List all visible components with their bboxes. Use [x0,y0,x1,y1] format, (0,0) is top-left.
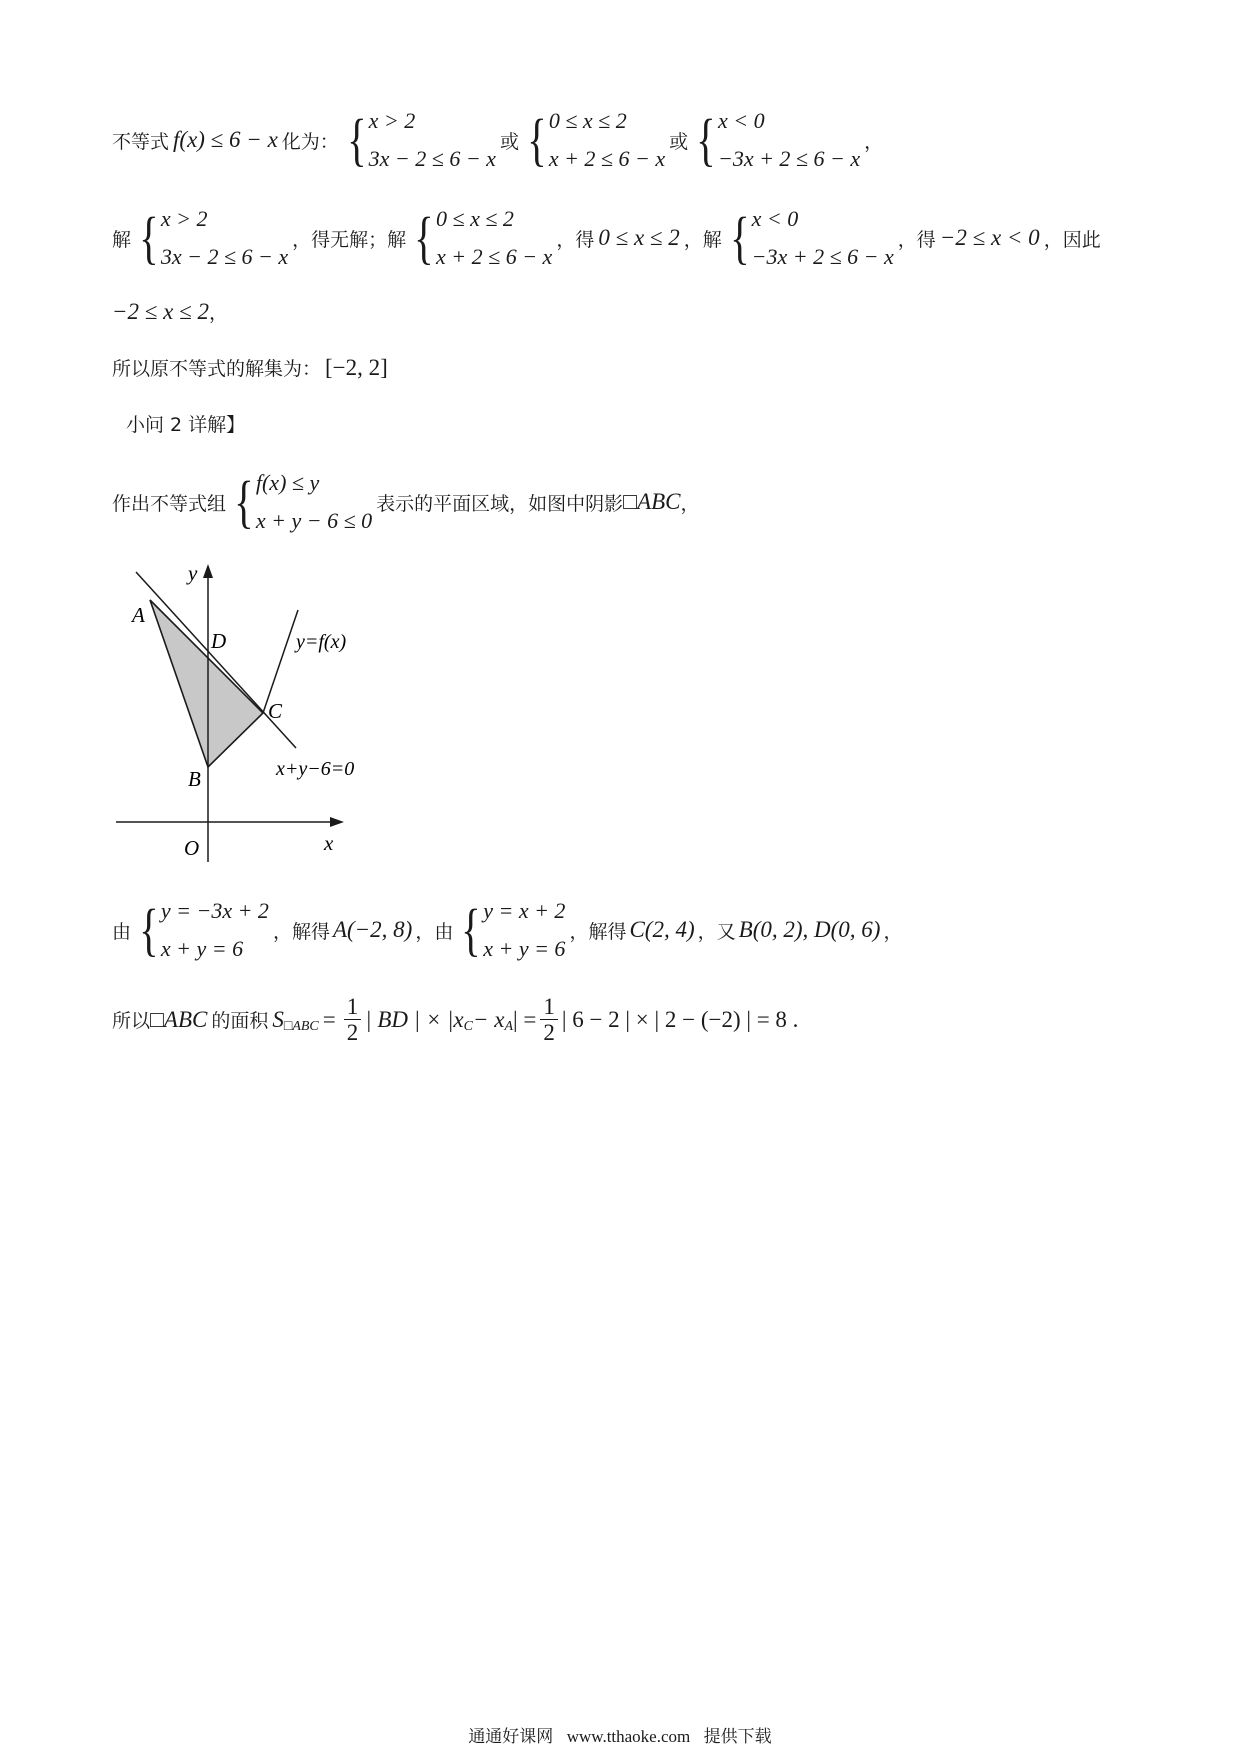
math: A(−2, 8) [332,917,413,942]
line-region-intro [112,470,700,534]
equation-system: { y = x + 2 x + y = 6 [461,897,566,962]
system-row: x > 2 [160,206,208,231]
math: B(0, 2), D(0, 6) [738,917,881,942]
equation-system: { x < 0 −3x + 2 ≤ 6 − x [729,205,894,270]
line-solve-cases [112,206,1101,270]
text: 作出不等式组 [112,492,227,515]
text: 的面积 [211,1010,269,1032]
math: −2 ≤ x ≤ 2 [112,298,209,324]
math: | 6 − 2 | × | 2 − (−2) | = 8 . [561,1006,799,1032]
text: 或 [669,130,689,153]
equation-system: { x > 2 3x − 2 ≤ 6 − x [346,107,496,172]
page-footer [0,1722,1240,1747]
math: −2 ≤ x < 0 [939,225,1040,250]
footer-tail: 提供下载 [703,1727,772,1747]
system-row: x + y − 6 ≤ 0 [255,508,373,533]
text: ， [680,492,700,515]
fraction-denominator: 2 [543,1020,555,1045]
system-row: y = −3x + 2 [160,898,269,923]
system-row: x + y = 6 [160,936,244,961]
system-row: 3x − 2 ≤ 6 − x [368,146,496,171]
footer-url[interactable]: www.tthaoke.com [566,1727,691,1746]
subscript: C [463,1018,473,1034]
line-label: x+y−6=0 [276,758,355,780]
system-row: 0 ≤ x ≤ 2 [548,108,627,133]
system-row: x + 2 ≤ 6 − x [436,244,553,269]
curve-label: y=f(x) [296,631,347,653]
system-row: y = x + 2 [483,898,566,923]
text: ，解得 [569,920,627,943]
section-title [126,410,245,437]
text: 所以 [112,1010,151,1032]
text: ，又 [697,920,736,943]
area-subscript: □ABC [283,1018,319,1034]
fraction-denominator: 2 [346,1020,359,1045]
text: ，得 [897,228,936,251]
fraction-numerator: 1 [540,994,558,1020]
text: ，得 [556,228,595,251]
shaded-triangle-abc [150,600,263,767]
line-solution-set [112,354,388,381]
line-solve-vertices [112,898,902,962]
text: ，解 [683,228,722,251]
text: 或 [499,130,519,153]
math: = [322,1006,336,1032]
equation-system: { x < 0 −3x + 2 ≤ 6 − x [696,107,861,172]
system-row: x > 2 [368,108,416,133]
label-x: x [324,831,334,855]
math: 0 ≤ x ≤ 2 [598,225,680,250]
text: ，得无解；解 [292,228,407,251]
area-symbol: S [272,1006,284,1032]
system-row: x < 0 [717,108,765,133]
footer-site: 通通好课网 [468,1727,554,1747]
system-row: −3x + 2 ≤ 6 − x [751,244,894,269]
equation-system: { 0 ≤ x ≤ 2 x + 2 ≤ 6 − x [414,205,553,270]
curve-y-eq-fx [263,610,298,713]
system-row: x + y = 6 [483,936,566,961]
math: □ABC [623,489,681,514]
system-row: f(x) ≤ y [255,470,320,495]
line-area-result [112,994,798,1045]
text: ，因此 [1043,228,1101,251]
fraction-numerator: 1 [344,994,362,1020]
equation-system: { 0 ≤ x ≤ 2 x + 2 ≤ 6 − x [527,107,666,172]
text: ， [208,302,228,324]
line-inequality-split [112,108,883,172]
fraction-half [344,994,362,1045]
text: ，解得 [272,920,330,943]
text: ， [864,130,884,153]
text: ， [883,920,903,943]
text: 化为： [281,130,339,153]
math: □ABC [150,1006,208,1032]
text: ，由 [415,920,454,943]
math: | BD | × |x [365,1006,464,1032]
system-row: 3x − 2 ≤ 6 − x [160,244,289,269]
math: C(2, 4) [629,917,695,942]
system-row: x + 2 ≤ 6 − x [548,146,666,171]
system-row: x < 0 [751,206,799,231]
y-axis-arrow [203,564,213,578]
x-axis-arrow [330,817,344,827]
fraction-half [540,994,558,1045]
text: 小问 2 详解】 [126,414,246,436]
label-y: y [188,561,198,585]
label-b: B [188,767,201,791]
line-combined-result [112,298,228,325]
system-row: 0 ≤ x ≤ 2 [436,206,514,231]
region-figure [110,560,370,870]
label-a: A [132,603,145,627]
equation-system: { x > 2 3x − 2 ≤ 6 − x [139,205,289,270]
equation-system: { f(x) ≤ y x + y − 6 ≤ 0 [234,469,373,534]
label-d: D [211,629,227,653]
equation-system: { y = −3x + 2 x + y = 6 [139,897,269,962]
text: 表示的平面区域，如图中阴影 [376,492,624,515]
math: | = [513,1006,537,1032]
text: 不等式 [112,130,170,153]
text: 所以原不等式的解集为： [112,358,322,380]
label-o: O [184,836,200,860]
math: f(x) ≤ 6 − x [173,127,278,152]
math: − x [472,1006,505,1032]
text: 解 [112,228,132,251]
label-c: C [268,699,283,723]
subscript: A [504,1018,514,1034]
math: [−2, 2] [325,354,388,380]
system-row: −3x + 2 ≤ 6 − x [717,146,861,171]
text: 由 [112,920,132,943]
